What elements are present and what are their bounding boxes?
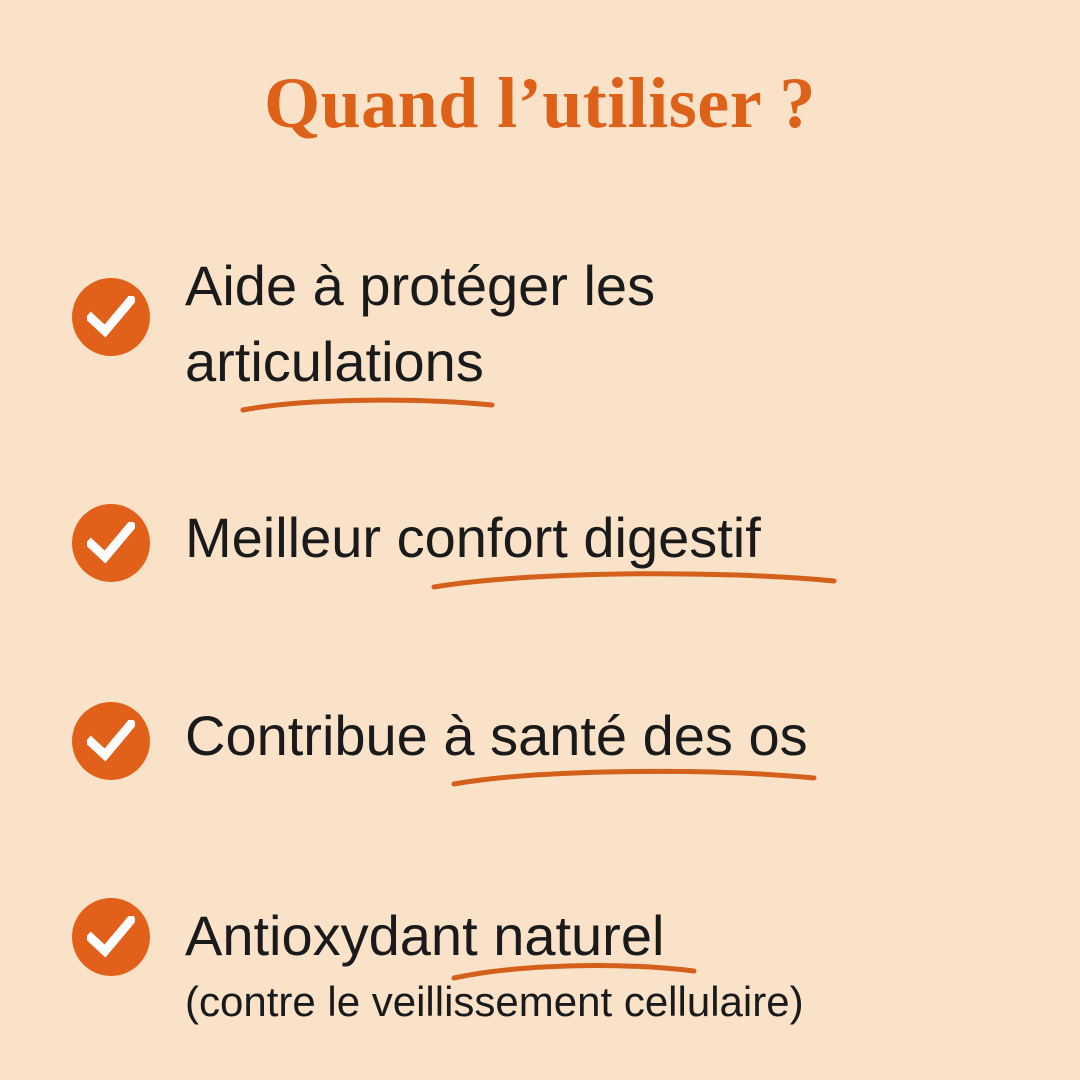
underline-accent [450,960,700,982]
benefit-line: articulations [185,330,484,393]
benefit-line: Contribue à santé des os [185,704,808,767]
underline-accent [430,568,840,590]
underline-accent [240,394,500,416]
benefit-subtitle: (contre le veillissement cellulaire) [185,978,804,1025]
benefit-text [185,500,1005,576]
check-circle-icon [72,278,150,356]
check-circle-icon [72,702,150,780]
benefit-line: Antioxydant naturel [185,904,665,967]
benefit-text [185,248,1005,400]
check-circle-icon [72,504,150,582]
underline-accent [450,766,820,788]
benefit-line: Meilleur confort digestif [185,506,761,569]
page-title: Quand l’utiliser ? [264,63,816,143]
benefit-text [185,698,1005,774]
check-circle-icon [72,898,150,976]
benefit-line: Aide à protéger les [185,254,656,317]
